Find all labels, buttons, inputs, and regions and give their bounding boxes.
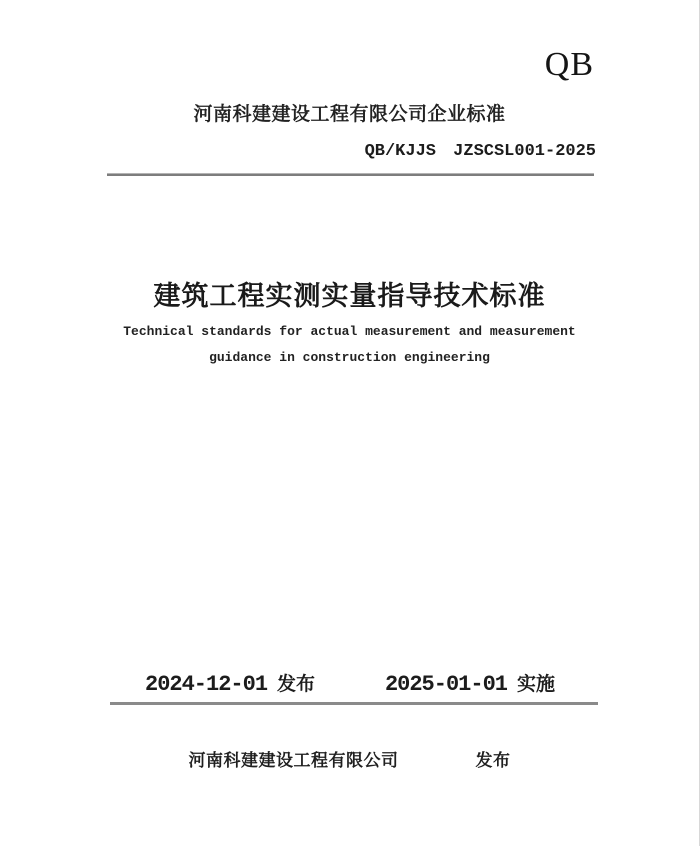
issue-date-label: 发布: [277, 674, 316, 695]
qb-standard-mark: QB: [544, 46, 594, 83]
issue-date: 2024-12-01: [145, 672, 268, 697]
document-title-english-line1: Technical standards for actual measurement and measurement: [123, 324, 576, 339]
footer-divider-rule: [110, 702, 598, 705]
document-title-english-line2: guidance in construction engineering: [209, 350, 490, 365]
effective-date-label: 实施: [516, 674, 555, 695]
effective-date: 2025-01-01: [384, 672, 507, 697]
enterprise-standard-heading: 河南科建建设工程有限公司企业标准: [193, 104, 506, 125]
publisher-company: 河南科建建设工程有限公司: [188, 751, 399, 770]
standard-number: QB/KJJS JZSCSL001-2025: [364, 142, 596, 161]
header-divider-rule: [107, 173, 594, 176]
publisher-line: [0, 746, 699, 771]
effective-date-group: [385, 669, 555, 697]
publisher-action-label: 发布: [475, 751, 511, 770]
issue-date-group: [145, 669, 315, 697]
document-title-chinese: 建筑工程实测实量指导技术标准: [153, 281, 546, 311]
